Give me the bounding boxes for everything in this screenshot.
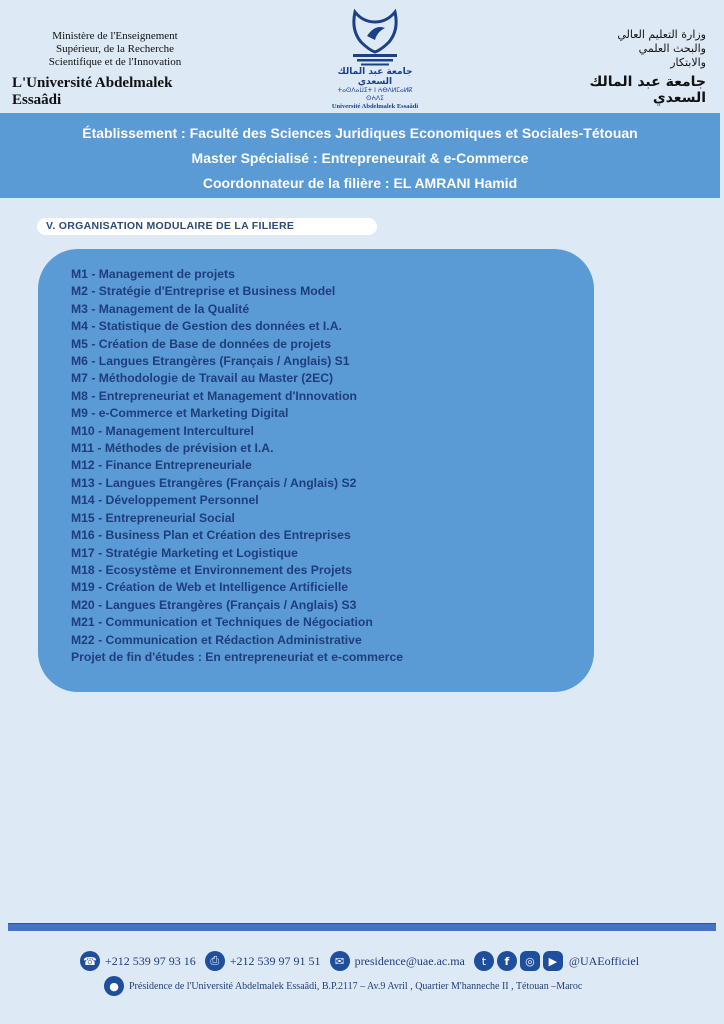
module-item: M10 - Management Interculturel	[71, 423, 254, 438]
email-link[interactable]: presidence@uae.ac.ma	[354, 953, 465, 968]
phone-icon: ☎	[80, 951, 100, 971]
logo-text-tifinagh: ⵜⴰⵙⴷⴰⵡⵉⵜ ⵏ ⵄⴱⴷⵍⵎⴰⵍⴽ ⵙⵄⴷⵉ	[337, 87, 413, 102]
module-item: M19 - Création de Web et Intelligence Artificielle	[71, 580, 348, 595]
module-item: M8 - Entrepreneuriat et Management d'Innovation	[71, 388, 357, 403]
address-text: Présidence de l'Université Abdelmalek Essaâdi, B.P.2117 – Av.9 Avril , Quartier M'hanneche II , Tétouan –Maroc	[129, 980, 583, 992]
module-item: M2 - Stratégie d'Entreprise et Business Model	[71, 284, 336, 299]
ministry-block-fr	[10, 30, 220, 109]
program-banner	[0, 113, 720, 198]
module-item: M12 - Finance Entrepreneuriale	[71, 458, 252, 473]
module-item: M16 - Business Plan et Création des Entreprises	[71, 528, 351, 543]
ministry-line: Scientifique et de l'Innovation	[48, 56, 182, 68]
email-icon: ✉	[330, 951, 350, 971]
instagram-icon[interactable]: ◎	[520, 951, 540, 971]
page-footer	[0, 948, 724, 1008]
page-header	[0, 0, 724, 110]
facebook-icon[interactable]: f	[497, 951, 517, 971]
module-item: M3 - Management de la Qualité	[71, 301, 250, 316]
location-pin-icon: ●	[104, 976, 124, 996]
logo-text-fr: Université Abdelmalek Essaâdi	[331, 103, 419, 110]
modules-list	[38, 249, 594, 692]
logo-text-ar: جامعة عبد المالك السعدي	[337, 67, 413, 87]
module-item: M5 - Création de Base de données de projets	[71, 336, 332, 351]
ministry-line: Supérieur, de la Recherche	[55, 43, 175, 55]
ministry-line: Ministère de l'Enseignement	[52, 30, 178, 42]
module-item: M15 - Entrepreneurial Social	[71, 510, 235, 525]
ministry-line-ar: والابتكار	[670, 56, 706, 69]
fax-number: +212 539 97 91 51	[229, 953, 321, 968]
module-item: M17 - Stratégie Marketing et Logistique	[71, 545, 298, 560]
final-project-item: Projet de fin d'études : En entrepreneuriat et e-commerce	[71, 649, 404, 664]
university-name-fr: L'Université Abdelmalek Essaâdi	[12, 75, 173, 108]
ministry-block-ar	[536, 28, 706, 106]
module-item: M9 - e-Commerce et Marketing Digital	[71, 406, 289, 421]
module-item: M1 - Management de projets	[71, 267, 235, 281]
phone-number: +212 539 97 93 16	[105, 953, 196, 968]
address-row	[104, 976, 591, 996]
university-name-ar: جامعة عبد المالك السعدي	[589, 74, 706, 106]
module-item: M6 - Langues Etrangères (Français / Anglais) S1	[71, 354, 350, 369]
module-item: M20 - Langues Etrangères (Français / Anglais) S3	[71, 597, 357, 612]
university-logo	[330, 8, 420, 110]
module-item: M4 - Statistique de Gestion des données et I.A.	[71, 319, 342, 334]
ministry-line-ar: وزارة التعليم العالي	[617, 28, 706, 41]
footer-divider	[8, 923, 716, 931]
coordinator-line: Coordonnateur de la filière : EL AMRANI Hamid	[202, 175, 518, 191]
establishment-line: Établissement : Faculté des Sciences Juridiques Economiques et Sociales-Tétouan	[82, 125, 638, 141]
master-line: Master Spécialisé : Entrepreneurait & e-Commerce	[191, 150, 529, 166]
social-handle[interactable]: @UAEofficiel	[568, 953, 640, 968]
ministry-line-ar: والبحث العلمي	[638, 42, 706, 55]
twitter-icon[interactable]: t	[474, 951, 494, 971]
section-title: V. ORGANISATION MODULAIRE DE LA FILIERE	[37, 218, 377, 235]
module-item: M13 - Langues Etrangères (Français / Anglais) S2	[71, 475, 357, 490]
module-item: M14 - Développement Personnel	[71, 493, 259, 508]
university-emblem-icon	[347, 8, 403, 66]
fax-icon: ⎙	[205, 951, 225, 971]
module-item: M18 - Ecosystème et Environnement des Projets	[71, 562, 353, 577]
contact-row	[80, 951, 648, 971]
module-item: M7 - Méthodologie de Travail au Master (2EC)	[71, 371, 334, 386]
module-item: M21 - Communication et Techniques de Négociation	[71, 615, 373, 630]
module-item: M11 - Méthodes de prévision et I.A.	[71, 441, 274, 456]
youtube-icon[interactable]: ▶	[543, 951, 563, 971]
module-item: M22 - Communication et Rédaction Administrative	[71, 632, 362, 647]
